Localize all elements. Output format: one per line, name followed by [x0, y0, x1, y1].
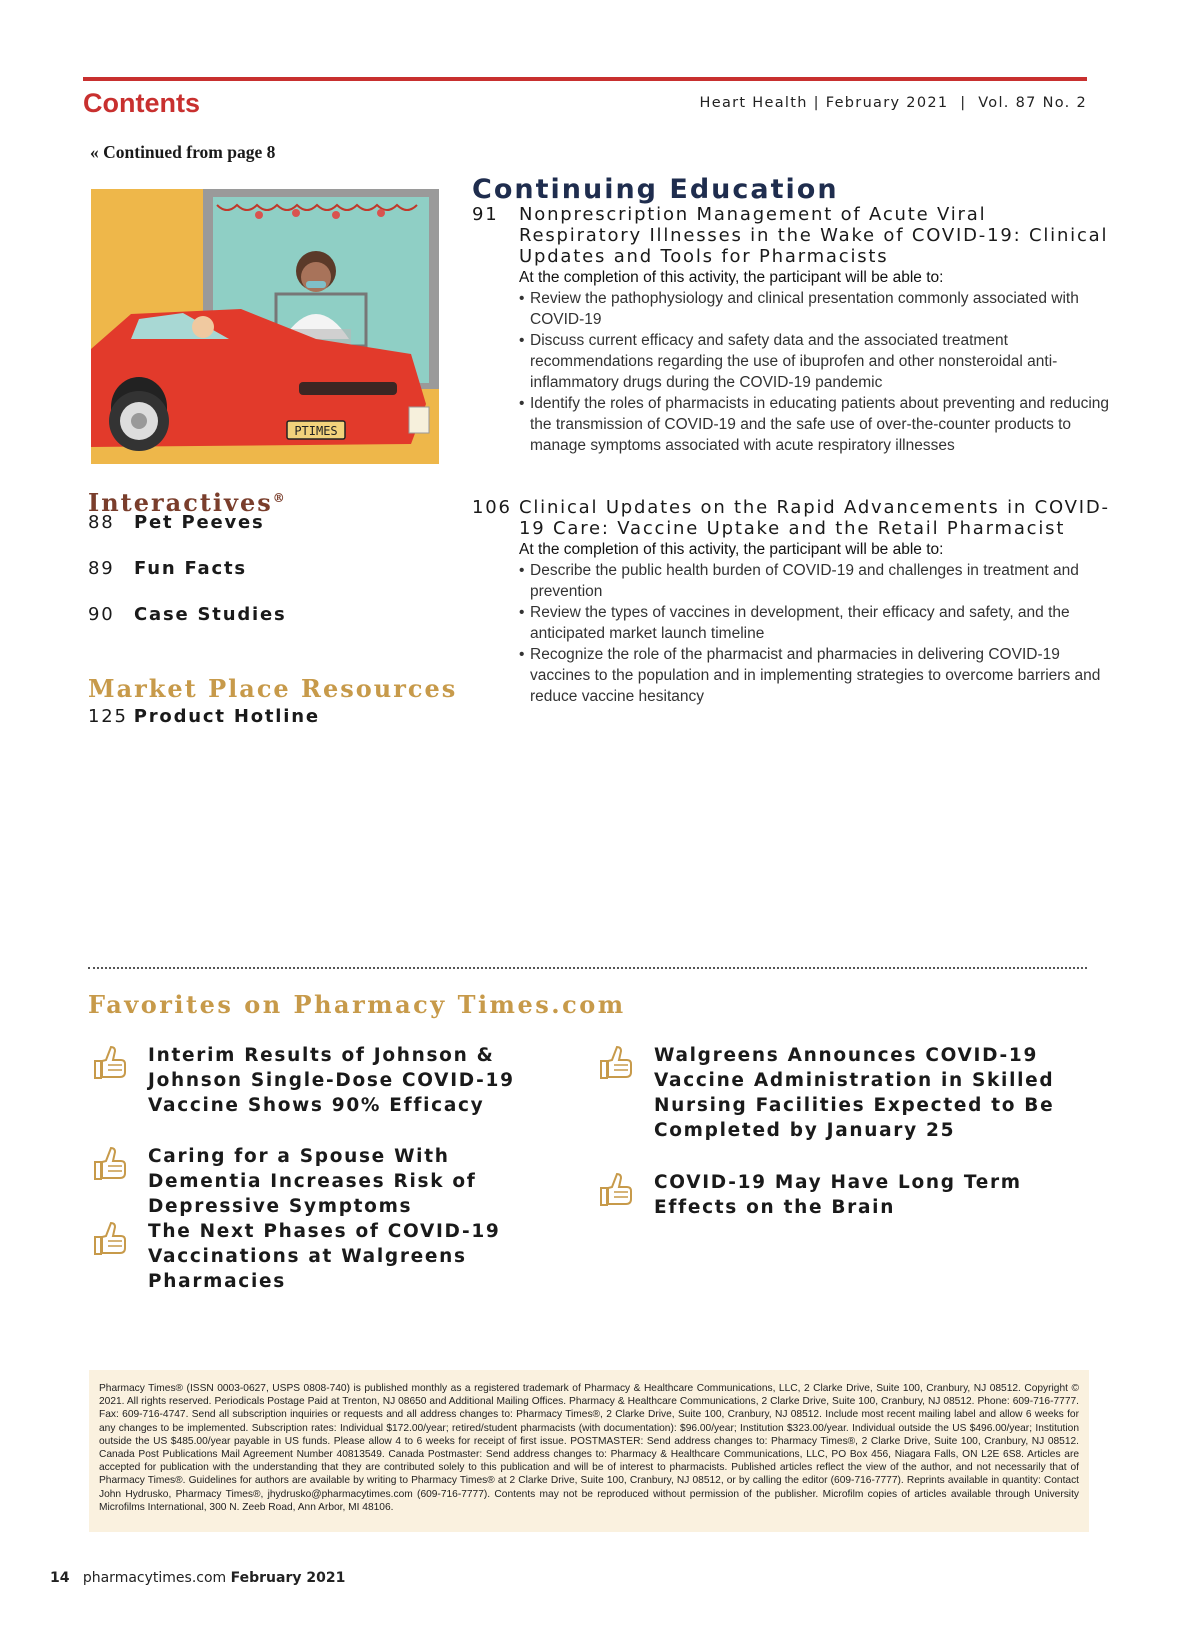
ce-objectives: At the completion of this activity, the participant will be able to: • Describe the public health burden of COVID-19 and challenges in treatment and prevention • Review the types of vaccines in development, their efficacy and safety, and the anticipated market launch timeline • Recognize the role of the pharmacist and pharmacies in delivering COVID-19 vaccines to the population and in implementing strategies to overcome barriers and reduce vaccine hesitancy — [472, 539, 1112, 707]
favorite-link[interactable]: Walgreens Announces COVID-19 Vaccine Administration in Skilled Nursing Facilities Expected to Be Completed by January 25 — [598, 1043, 1098, 1143]
thumbs-up-icon — [598, 1170, 634, 1210]
favorite-link[interactable]: COVID-19 May Have Long Term Effects on the Brain — [598, 1170, 1098, 1220]
ce-article-title[interactable]: 91 Nonprescription Management of Acute Viral Respiratory Illnesses in the Wake of COVID-19: Clinical Updates and Tools for Pharmacists — [472, 204, 1109, 267]
thumbs-up-icon — [92, 1144, 128, 1184]
issue-date: February 2021 — [230, 1570, 346, 1586]
drive-thru-pharmacy-illustration — [91, 189, 439, 464]
issue-meta: Heart Health | February 2021 | Vol. 87 No. 2 — [699, 95, 1087, 111]
notice-text: Pharmacy Times® (ISSN 0003-0627, USPS 0808-740) is published monthly as a registered trademark of Pharmacy & Healthcare Communications, LLC, 2 Clarke Drive, Suite 100, Cranbury, NJ 08512. Copyright © 2021. All rights reserved. Periodicals Postage Paid at Trenton, NJ 08650 and Additional Mailing Offices. Pharmacy & Healthcare Communications, 2 Clarke Drive, Suite 100, Cranbury, NJ 08512. Phone: 609-716-7777. Fax: 609-716-4747. Send all subscription inquiries or requests and all address changes to: Pharmacy Times®, 2 Clarke Drive, Suite 100, Cranbury, NJ 08512. Include most recent mailing label and allow 6 weeks for any changes to be implemented. Subscription rates: Individual $172.00/year; retired/student pharmacists (with documentation): $96.00/year; Institution $323.00/year. Individual outside the US $496.00/year; Institution outside the US $485.00/year payable in US funds. Please allow 4 to 6 weeks for receipt of first issue. POSTMASTER: Send address changes to: Pharmacy Times®, 2 Clarke Drive, Suite 100, Cranbury, NJ 08512. Canada Post Publications Mail Agreement Number 40813549. Canada Postmaster: Send address changes to: Pharmacy & Healthcare Communications, LLC, PO Box 456, Niagara Falls, ON L2E 6S8. Articles are accepted for publication with the understanding that they are contributed solely to this publication and will be of interest to pharmacists. Published articles reflect the view of the author, and not necessarily that of Pharmacy Times®. Guidelines for authors are available by writing to Pharmacy Times® at 2 Clarke Drive, Suite 100, Cranbury, NJ 08512, or by calling the editor (609-716-7777). Reprints available in quantity: Contact John Hydrusko, Pharmacy Times®, jhydrusko@pharmacytimes.com (609-716-7777). Contents may not be reproduced without permission of the publisher. Microfilm copies of articles available through University Microfilms International, 300 N. Zeeb Road, Ann Arbor, MI 48106. — [99, 1383, 1079, 1513]
license-plate: PTIMES — [294, 424, 338, 438]
ce-article[interactable] — [472, 497, 1112, 707]
objective: • Describe the public health burden of COVID-19 and challenges in treatment and prevention — [519, 560, 1112, 602]
objective: • Review the pathophysiology and clinical presentation commonly associated with COVID-19 — [519, 288, 1112, 330]
site-name[interactable]: pharmacytimes.com — [82, 1570, 227, 1586]
market-place-heading: Market Place Resources — [88, 674, 458, 703]
favorite-link[interactable]: Caring for a Spouse With Dementia Increases Risk of Depressive Symptoms — [92, 1144, 552, 1219]
objective: • Recognize the role of the pharmacist and pharmacies in delivering COVID-19 vaccines to the population and in implementing strategies to overcome barriers and reduce vaccine hesitancy — [519, 644, 1112, 707]
favorite-link[interactable]: Interim Results of Johnson & Johnson Single-Dose COVID-19 Vaccine Shows 90% Efficacy — [92, 1043, 552, 1118]
ce-article-title[interactable]: 106 Clinical Updates on the Rapid Advancements in COVID-19 Care: Vaccine Uptake and the Retail Pharmacist — [472, 497, 1110, 539]
thumbs-up-icon — [598, 1043, 634, 1083]
continued-note: « Continued from page 8 — [90, 142, 276, 162]
interactives-heading: Interactives® — [88, 488, 287, 517]
page-number: 14 — [50, 1570, 70, 1586]
favorite-link[interactable]: The Next Phases of COVID-19 Vaccinations at Walgreens Pharmacies — [92, 1219, 552, 1294]
favorites-heading: Favorites on Pharmacy Times.com — [88, 990, 626, 1019]
objective: • Review the types of vaccines in development, their efficacy and safety, and the anticipated market launch timeline — [519, 602, 1112, 644]
continuing-education-heading: Continuing Education — [472, 174, 839, 205]
publication-notice — [89, 1370, 1089, 1532]
thumbs-up-icon — [92, 1043, 128, 1083]
interactive-item[interactable]: 88 Pet Peeves — [88, 512, 265, 533]
interactive-item[interactable]: 90 Case Studies — [88, 604, 287, 625]
thumbs-up-icon — [92, 1219, 128, 1259]
objective: • Discuss current efficacy and safety data and the associated treatment recommendations regarding the use of ibuprofen and other nonsteroidal anti-inflammatory drugs during the COVID-19 pandemic — [519, 330, 1112, 393]
dotted-divider — [88, 967, 1087, 969]
ce-article[interactable] — [472, 204, 1112, 456]
interactive-item[interactable]: 89 Fun Facts — [88, 558, 247, 579]
ce-objectives: At the completion of this activity, the participant will be able to: • Review the pathophysiology and clinical presentation commonly associated with COVID-19 • Discuss current efficacy and safety data and the associated treatment recommendations regarding the use of ibuprofen and other nonsteroidal anti-inflammatory drugs during the COVID-19 pandemic • Identify the roles of pharmacists in educating patients about preventing and reducing the transmission of COVID-19 and the safe use of over-the-counter products to manage symptoms associated with acute respiratory illnesses — [472, 267, 1112, 456]
market-item[interactable]: 125 Product Hotline — [88, 706, 320, 727]
contents-title: Contents — [83, 88, 200, 118]
top-rule — [83, 77, 1087, 81]
objective: • Identify the roles of pharmacists in educating patients about preventing and reducing the transmission of COVID-19 and the safe use of over-the-counter products to manage symptoms associated with acute respiratory illnesses — [519, 393, 1112, 456]
page-footer — [50, 1570, 345, 1586]
